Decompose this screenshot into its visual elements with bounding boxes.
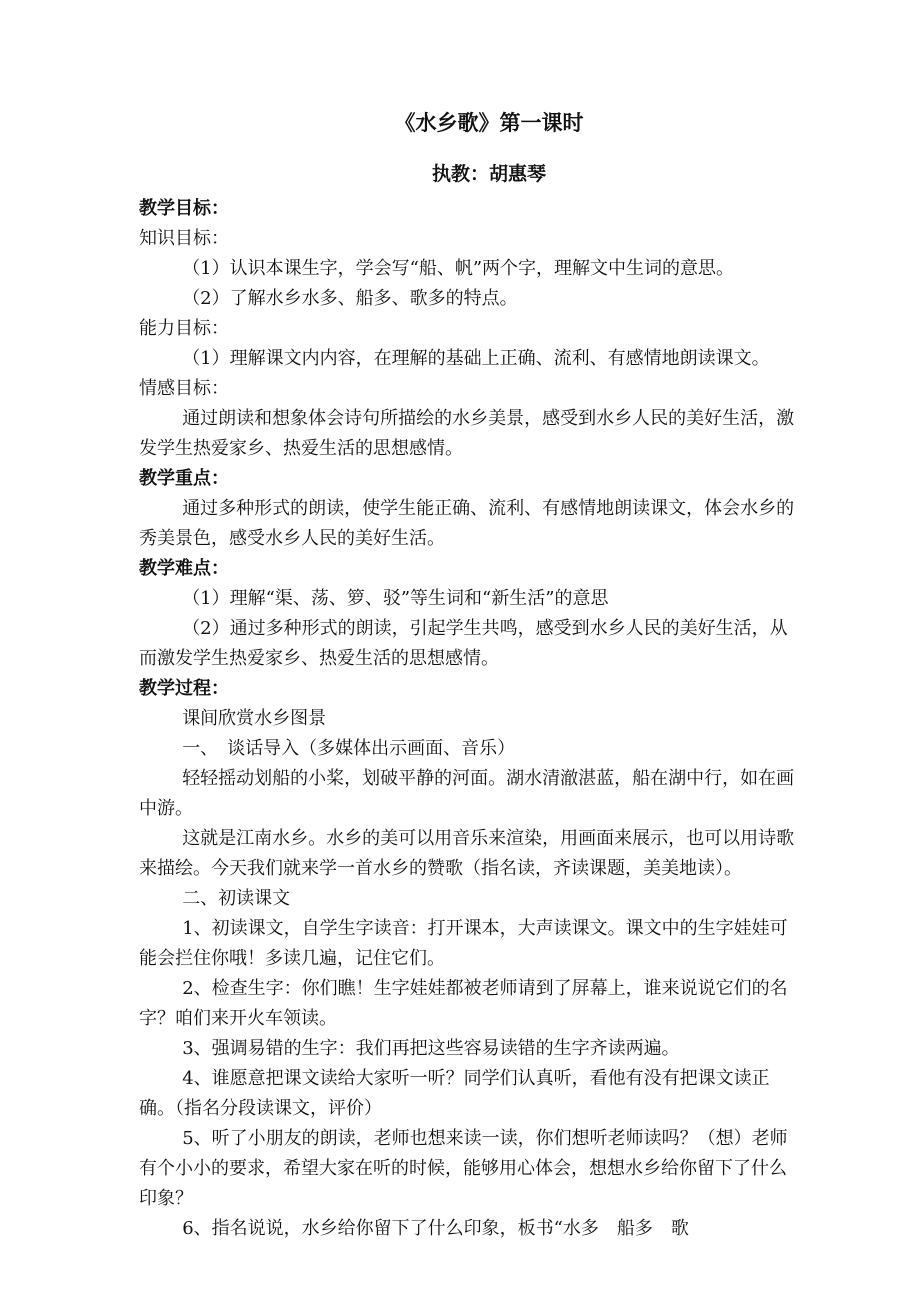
paragraph: 一、 谈话导入（多媒体出示画面、音乐） <box>182 738 516 759</box>
teacher-line: 执教：胡惠琴 <box>431 163 546 185</box>
document-body <box>139 194 799 1244</box>
subheading: 知识目标： <box>139 228 229 249</box>
paragraph: 课间欣赏水乡图景 <box>182 708 327 729</box>
subheading: 能力目标： <box>139 318 229 339</box>
page-title: 《水乡歌》第一课时 <box>394 110 584 135</box>
section-heading: 教学难点： <box>139 558 229 579</box>
section-heading: 教学重点： <box>139 468 229 489</box>
paragraph: 4、谁愿意把课文读给大家听一听？同学们认真听，看他有没有把课文读正确。（指名分段读课文，评价） <box>139 1068 770 1119</box>
paragraph: 5、听了小朋友的朗读，老师也想来读一读，你们想听老师读吗？（想）老师有个小小的要求，希望大家在听的时候，能够用心体会，想想水乡给你留下了什么印象？ <box>139 1128 788 1209</box>
subheading: 情感目标： <box>139 378 229 399</box>
section-heading: 教学目标： <box>139 198 229 219</box>
paragraph: 3、强调易错的生字：我们再把这些容易读错的生字齐读两遍。 <box>182 1038 680 1059</box>
paragraph: 这就是江南水乡。水乡的美可以用音乐来渲染，用画面来展示，也可以用诗歌来描绘。今天我们就来学一首水乡的赞歌（指名读，齐读课题，美美地读）。 <box>139 828 795 879</box>
document-page <box>139 108 799 1244</box>
paragraph: 1、初读课文，自学生字读音：打开课本，大声读课文。课文中的生字娃娃可能会拦住你哦！多读几遍，记住它们。 <box>139 918 788 969</box>
paragraph: 轻轻摇动划船的小桨，划破平静的河面。湖水清澈湛蓝，船在湖中行，如在画中游。 <box>139 768 795 819</box>
section-heading: 教学过程： <box>139 678 229 699</box>
paragraph: 二、初读课文 <box>182 888 291 909</box>
paragraph: （1）认识本课生字，学会写“船、帆”两个字，理解文中生词的意思。 <box>182 258 735 279</box>
paragraph: 2、检查生字：你们瞧！生字娃娃都被老师请到了屏幕上，谁来说说它们的名字？咱们来开火车领读。 <box>139 978 788 1029</box>
paragraph: （1）理解课文内内容，在理解的基础上正确、流利、有感情地朗读课文。 <box>182 348 770 369</box>
paragraph: 通过多种形式的朗读，使学生能正确、流利、有感情地朗读课文，体会水乡的秀美景色，感受水乡人民的美好生活。 <box>139 498 795 549</box>
paragraph: （2）了解水乡水多、船多、歌多的特点。 <box>182 288 518 309</box>
paragraph: 通过朗读和想象体会诗句所描绘的水乡美景，感受到水乡人民的美好生活，激发学生热爱家乡、热爱生活的思想感情。 <box>139 408 795 459</box>
paragraph: 6、指名说说，水乡给你留下了什么印象，板书“水多 船多 歌 <box>182 1218 689 1239</box>
paragraph: （1）理解“渠、荡、箩、驳”等生词和“新生活”的意思 <box>182 588 609 609</box>
paragraph: （2）通过多种形式的朗读，引起学生共鸣，感受到水乡人民的美好生活，从而激发学生热爱家乡、热爱生活的思想感情。 <box>139 618 788 669</box>
